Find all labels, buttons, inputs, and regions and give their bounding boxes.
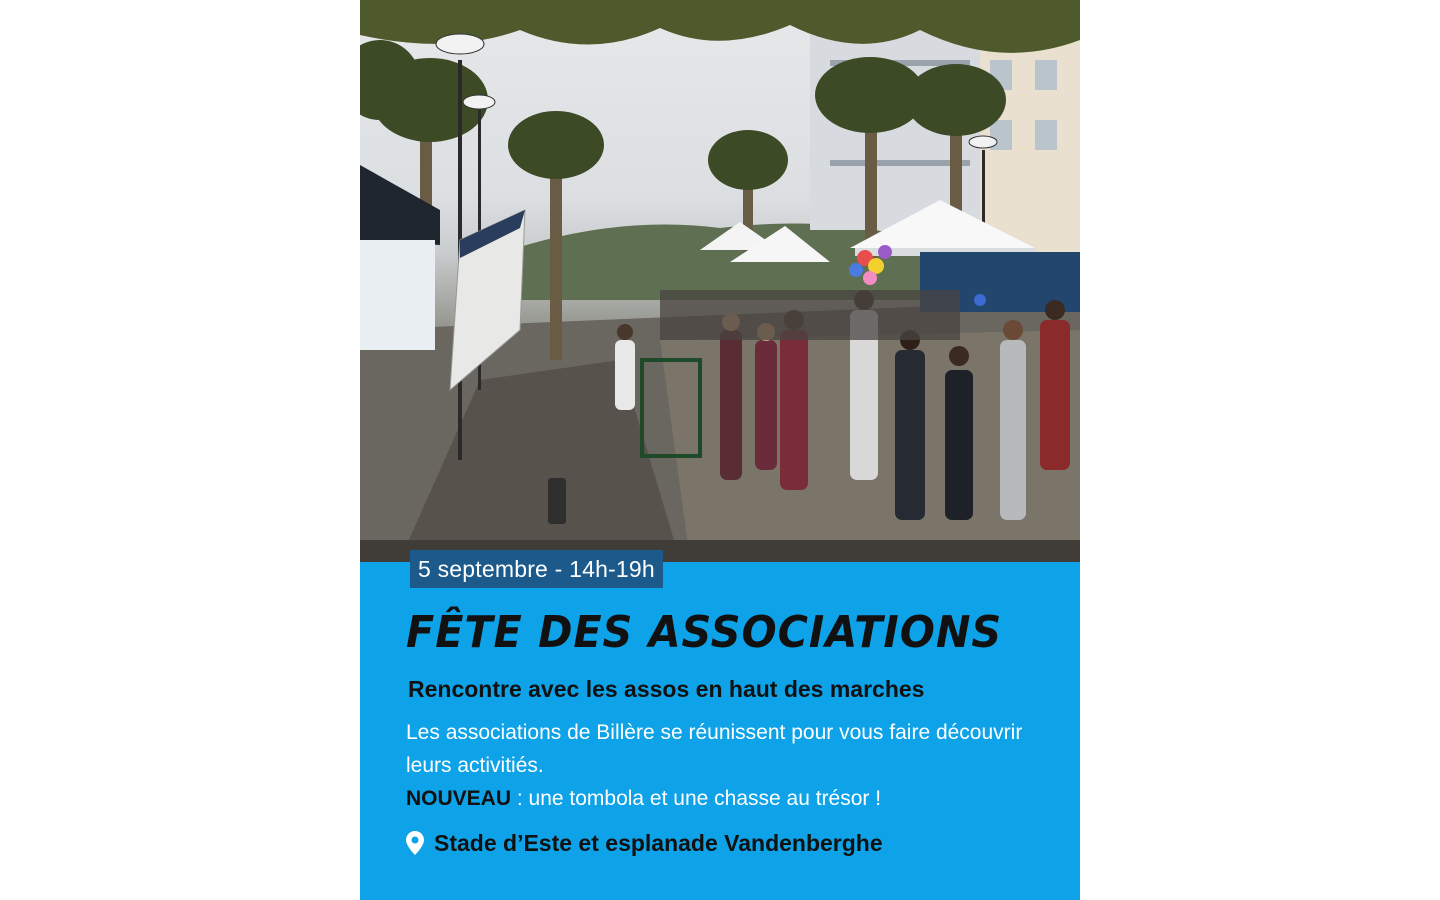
novelty-label: NOUVEAU bbox=[406, 787, 512, 810]
festival-crowd-illustration bbox=[360, 0, 1080, 562]
event-novelty bbox=[406, 782, 881, 815]
festival-photo bbox=[360, 0, 1080, 562]
event-subtitle: Rencontre avec les assos en haut des marches bbox=[408, 676, 925, 702]
event-location bbox=[406, 826, 883, 860]
event-description: Les associations de Billère se réunissent pour vous faire découvrir leurs activitiés. bbox=[406, 721, 1023, 777]
location-text: Stade d’Este et esplanade Vandenberghe bbox=[434, 829, 883, 856]
event-date-badge: 5 septembre - 14h-19h bbox=[410, 550, 663, 588]
novelty-text: : une tombola et une chasse au trésor ! bbox=[511, 787, 882, 810]
map-pin-icon bbox=[406, 831, 424, 855]
event-title: FÊTE DES ASSOCIATIONS bbox=[406, 607, 1003, 658]
